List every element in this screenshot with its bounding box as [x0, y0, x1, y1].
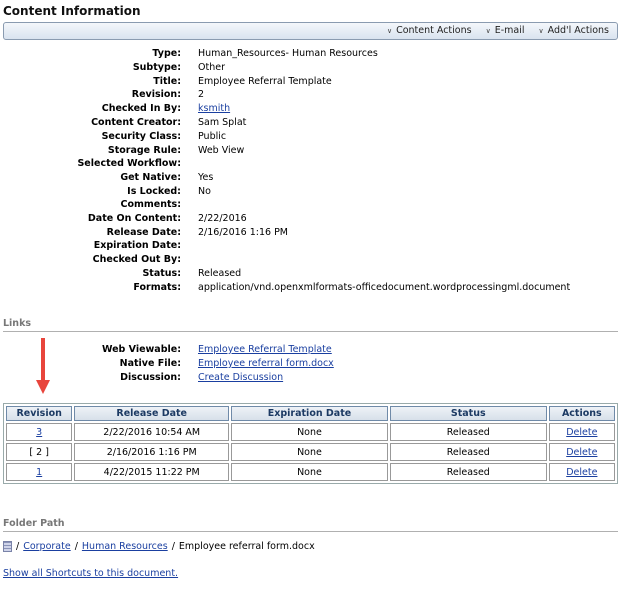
column-revision[interactable]: Revision: [6, 406, 72, 421]
expiration-date-cell: None: [231, 443, 388, 461]
column-release-date[interactable]: Release Date: [74, 406, 229, 421]
chevron-down-icon: ∨: [485, 27, 491, 35]
link-discussion: Discussion: Create Discussion: [120, 372, 284, 383]
column-actions: Actions: [549, 406, 615, 421]
folder-path-divider: [3, 531, 618, 532]
table-row: [6, 443, 615, 461]
property-comments: Comments:: [120, 199, 181, 210]
property-storage-rule: Storage Rule: Web View: [107, 145, 245, 156]
native-file-link[interactable]: Employee referral form.docx: [198, 358, 334, 369]
property-title: Title: Employee Referral Template: [153, 76, 332, 87]
delete-link[interactable]: Delete: [566, 446, 598, 458]
breadcrumb-file: Employee referral form.docx: [178, 541, 315, 552]
column-status[interactable]: Status: [390, 406, 547, 421]
page-title: Content Information: [3, 4, 141, 18]
web-viewable-link[interactable]: Employee Referral Template: [198, 344, 332, 355]
status-cell: Released: [390, 423, 547, 441]
red-arrow-annotation-icon: [36, 338, 50, 394]
document-icon: [3, 541, 12, 552]
content-actions-label: Content Actions: [396, 25, 472, 36]
property-type: Type: Human_Resources- Human Resources: [152, 48, 378, 59]
email-menu[interactable]: [486, 25, 525, 36]
release-date-cell: 2/22/2016 10:54 AM: [74, 423, 229, 441]
link-web-viewable: Web Viewable: Employee Referral Template: [101, 344, 332, 355]
checked-in-by-link[interactable]: ksmith: [198, 103, 231, 114]
links-heading: Links: [3, 318, 32, 329]
property-release-date: Release Date: 2/16/2016 1:16 PM: [106, 227, 289, 238]
email-label: E-mail: [494, 25, 525, 36]
property-checked-out-by: Checked Out By:: [92, 254, 181, 265]
table-row: [6, 423, 615, 441]
property-expiration-date: Expiration Date:: [93, 240, 181, 251]
create-discussion-link[interactable]: Create Discussion: [198, 372, 284, 383]
property-security-class: Security Class: Public: [101, 131, 227, 142]
property-subtype: Subtype: Other: [132, 62, 225, 73]
revision-link[interactable]: 1: [36, 466, 43, 478]
chevron-down-icon: ∨: [538, 27, 544, 35]
property-formats: Formats: application/vnd.openxmlformats-officedocument.wordprocessingml.document: [133, 282, 571, 293]
release-date-cell: 4/22/2015 11:22 PM: [74, 463, 229, 481]
revision-link[interactable]: 3: [36, 426, 43, 438]
expiration-date-cell: None: [231, 423, 388, 441]
content-actions-menu[interactable]: [387, 25, 472, 36]
property-is-locked: Is Locked: No: [127, 186, 211, 197]
status-cell: Released: [390, 443, 547, 461]
revisions-header-row: [6, 406, 615, 421]
property-status: Status: Released: [142, 268, 242, 279]
chevron-down-icon: ∨: [386, 27, 393, 35]
content-toolbar: [3, 22, 618, 40]
property-checked-in-by: Checked In By: ksmith: [101, 103, 231, 114]
folder-path-heading: Folder Path: [3, 518, 65, 529]
property-content-creator: Content Creator: Sam Splat: [91, 117, 247, 128]
breadcrumb: / Corporate / Human Resources / Employee referral form.docx: [3, 541, 315, 552]
status-cell: Released: [390, 463, 547, 481]
link-native-file: Native File: Employee referral form.docx: [119, 358, 334, 369]
delete-link[interactable]: Delete: [566, 426, 598, 438]
current-revision-cell: [ 2 ]: [6, 443, 72, 461]
links-divider: [3, 331, 618, 332]
property-get-native: Get Native: Yes: [120, 172, 214, 183]
addl-actions-menu[interactable]: [539, 25, 610, 36]
table-row: [6, 463, 615, 481]
expiration-date-cell: None: [231, 463, 388, 481]
show-shortcuts-link[interactable]: Show all Shortcuts to this document.: [3, 568, 179, 579]
breadcrumb-human-resources[interactable]: Human Resources: [81, 541, 168, 552]
revisions-table: [3, 403, 618, 484]
column-expiration-date[interactable]: Expiration Date: [231, 406, 388, 421]
release-date-cell: 2/16/2016 1:16 PM: [74, 443, 229, 461]
property-selected-workflow: Selected Workflow:: [77, 158, 181, 169]
delete-link[interactable]: Delete: [566, 466, 598, 478]
breadcrumb-corporate[interactable]: Corporate: [23, 541, 71, 552]
property-revision: Revision: 2: [131, 89, 205, 100]
property-date-on-content: Date On Content: 2/22/2016: [87, 213, 247, 224]
addl-actions-label: Add'l Actions: [547, 25, 609, 36]
